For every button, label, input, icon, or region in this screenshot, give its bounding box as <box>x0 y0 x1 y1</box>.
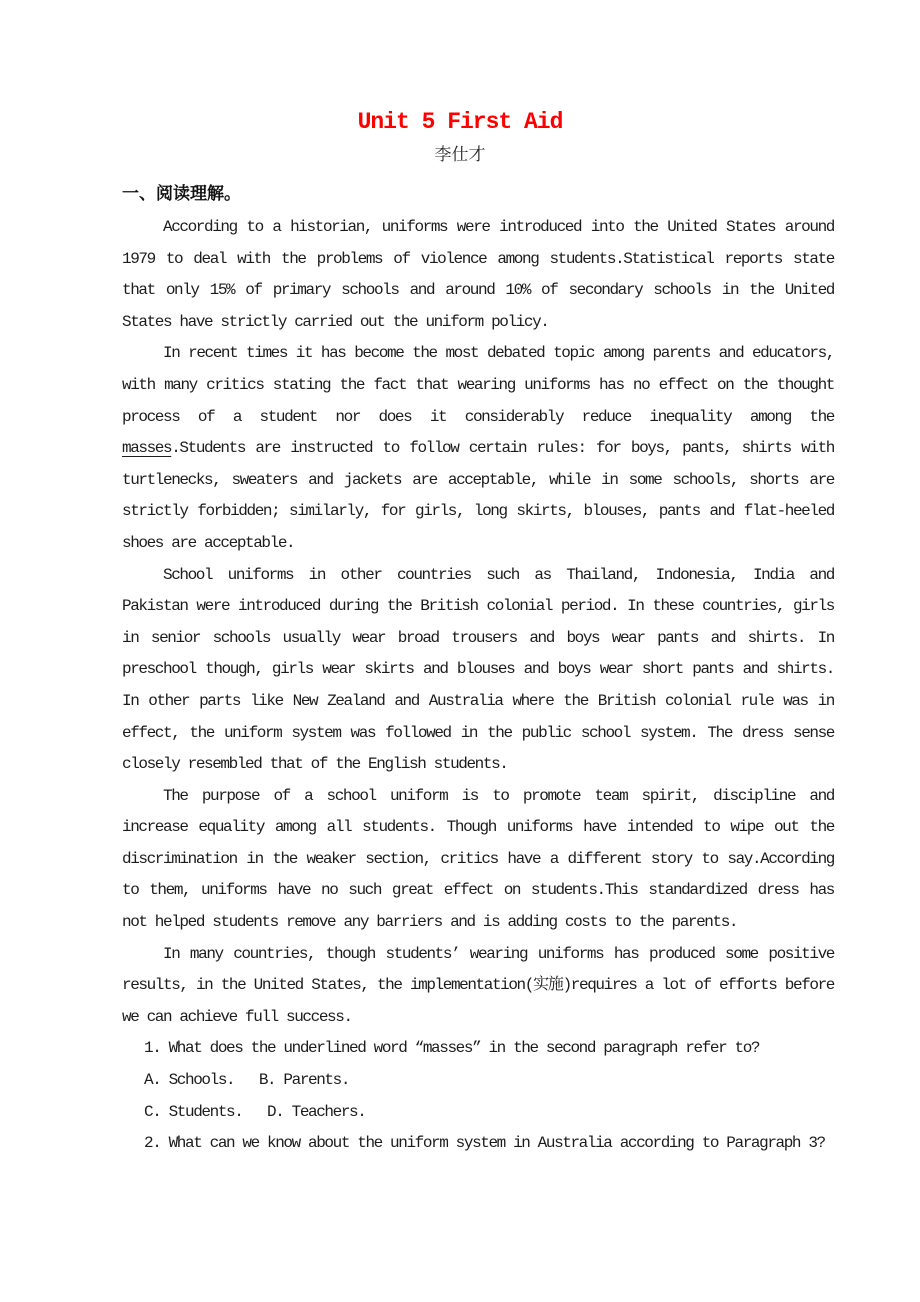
paragraph-2-text-after: .Students are instructed to follow certain rules: for boys, pants, shirts with turtlenecks, sweaters and jackets are acceptable, while in some schools, shorts are strictly forbidden; similarly, for girls, long skirts, blouses, pants and flat-heeled shoes are acceptable. <box>122 439 834 552</box>
paragraph-3: School uniforms in other countries such as Thailand, Indonesia, India and Pakistan were introduced during the British colonial period. In these countries, girls in senior schools usually wear broad trousers and boys wear pants and shirts. In preschool though, girls wear skirts and blouses and boys wear short pants and shirts. In other parts like New Zealand and Australia where the British colonial rule was in effect, the uniform system was followed in the public school system. The dress sense closely resembled that of the English students. <box>122 565 834 774</box>
section-heading: 一、阅读理解。 <box>122 186 241 205</box>
question-1: 1. What does the underlined word “masses” in the second paragraph refer to? <box>144 1039 760 1058</box>
paragraph-2-text-before: In recent times it has become the most debated topic among parents and educators, with many critics stating the fact that wearing uniforms has no effect on the thought process of a student nor does it considerably reduce inequality among the <box>122 344 834 426</box>
question-1-options-cd: C. Students. D. Teachers. <box>144 1102 366 1121</box>
question-2: 2. What can we know about the uniform system in Australia according to Paragraph 3? <box>144 1134 825 1153</box>
document-header <box>0 0 920 174</box>
question-1-options-ab: A. Schools. B. Parents. <box>144 1071 350 1090</box>
page-title: Unit 5 First Aid <box>357 109 563 135</box>
paragraph-4: The purpose of a school uniform is to promote team spirit, discipline and increase equality among all students. Though uniforms have intended to wipe out the discrimination in the weaker section, critics have a different story to say.According to them, uniforms have no such great effect on students.This standardized dress has not helped students remove any barriers and is adding costs to the parents. <box>122 786 834 932</box>
document-body <box>0 174 920 1160</box>
underlined-word-masses: masses <box>122 439 172 458</box>
reading-passage <box>122 212 834 1033</box>
author-name: 李仕才 <box>434 147 486 166</box>
paragraph-5: In many countries, though students’ wearing uniforms has produced some positive results, in the United States, the implementation(实施)requires a lot of efforts before we can achieve full success. <box>122 944 834 1026</box>
questions-section <box>122 1033 834 1159</box>
paragraph-2 <box>122 338 834 559</box>
paragraph-1: According to a historian, uniforms were introduced into the United States around 1979 to deal with the problems of violence among students.Statistical reports state that only 15% of primary schools and around 10% of secondary schools in the United States have strictly carried out the uniform policy. <box>122 218 834 331</box>
